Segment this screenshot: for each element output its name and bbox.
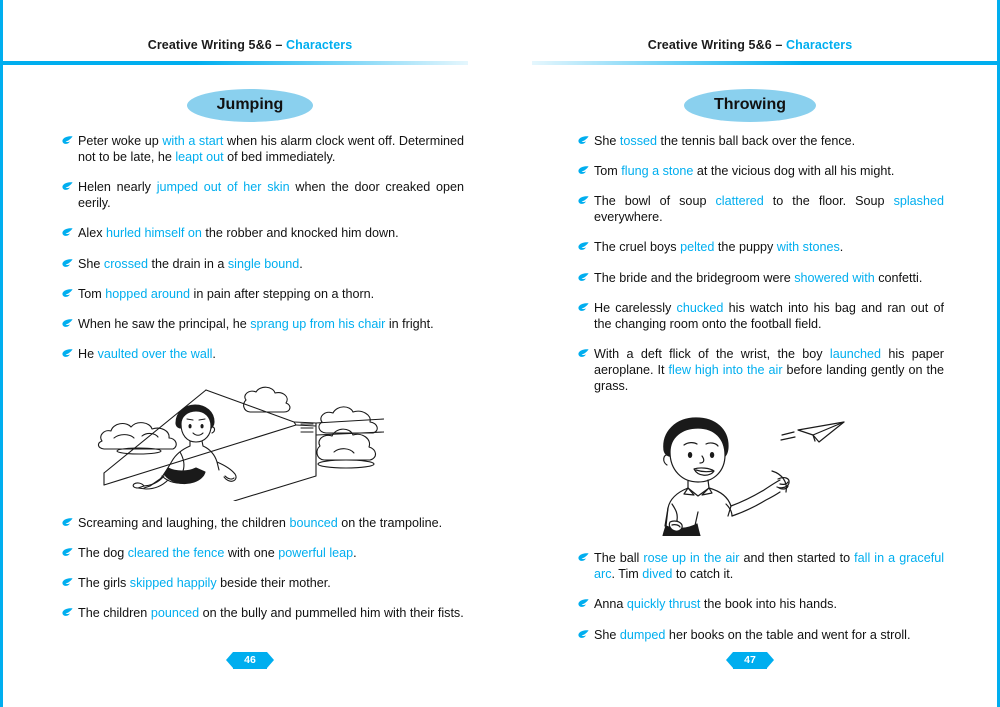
right-page: [500, 0, 1000, 707]
highlighted-phrase: pounced: [150, 606, 200, 621]
leaf-bullet-icon: [578, 163, 594, 175]
list-item: [578, 270, 944, 286]
leaf-bullet-icon: [578, 193, 594, 205]
highlighted-phrase: showered with: [794, 270, 875, 285]
sentence-text: [78, 545, 464, 561]
plain-phrase: to catch it.: [672, 567, 734, 582]
leaf-bullet-icon: [578, 550, 594, 562]
sentence-text: [594, 239, 944, 255]
section-title-jumping: Jumping: [187, 89, 314, 122]
plain-phrase: to the floor. Soup: [763, 194, 894, 209]
highlighted-phrase: quickly thrust: [626, 597, 701, 612]
plain-phrase: . Tim: [611, 567, 643, 582]
highlighted-phrase: sprang up from his chair: [250, 316, 386, 331]
plain-phrase: Tom: [78, 286, 106, 301]
running-head-text: Creative Writing 5&6 –: [647, 38, 783, 52]
leaf-bullet-icon: [62, 316, 78, 328]
plain-phrase: the puppy: [714, 240, 777, 255]
sentence-text: [594, 346, 944, 394]
list-item: [62, 316, 464, 332]
highlighted-phrase: chucked: [676, 300, 724, 315]
sentence-text: [78, 605, 464, 621]
highlighted-phrase: powerful leap: [278, 546, 354, 561]
leaf-bullet-icon: [62, 225, 78, 237]
leaf-bullet-icon: [578, 596, 594, 608]
sentence-text: [594, 270, 944, 286]
boy-vaulting-over-wall-illustration: [62, 376, 464, 501]
list-item: [578, 627, 944, 643]
list-item: [578, 300, 944, 332]
plain-phrase: The bride and the bridegroom were: [594, 270, 795, 285]
sentence-text: [78, 256, 464, 272]
list-after-figure-left: [62, 515, 464, 621]
plain-phrase: Screaming and laughing, the children: [78, 515, 290, 530]
leaf-bullet-icon: [578, 239, 594, 251]
leaf-bullet-icon: [578, 627, 594, 639]
list-item: [62, 225, 464, 241]
highlighted-phrase: dived: [642, 567, 673, 582]
plain-phrase: in fright.: [385, 316, 434, 331]
list-item: [62, 575, 464, 591]
plain-phrase: confetti.: [874, 270, 923, 285]
highlighted-phrase: jumped out of her skin: [156, 180, 290, 195]
list-item: [578, 193, 944, 225]
sentence-text: [594, 596, 944, 612]
leaf-bullet-icon: [578, 133, 594, 145]
plain-phrase: He: [78, 346, 98, 361]
leaf-bullet-icon: [578, 300, 594, 312]
page-number-wrap-right: [500, 652, 1000, 669]
list-item: [578, 163, 944, 179]
list-item: [62, 133, 464, 165]
header-rule-left: [0, 61, 468, 65]
highlighted-phrase: dumped: [619, 627, 666, 642]
section-title-wrap-right: [500, 89, 1000, 122]
plain-phrase: The children: [78, 606, 151, 621]
plain-phrase: beside their mother.: [216, 576, 331, 591]
list-item: [578, 550, 944, 582]
sentence-text: [78, 515, 464, 531]
list-item: [62, 346, 464, 362]
leaf-bullet-icon: [578, 270, 594, 282]
list-before-figure-right: [578, 133, 944, 394]
list-item: [62, 605, 464, 621]
highlighted-phrase: tossed: [619, 134, 658, 148]
running-head-accent: Characters: [285, 38, 353, 52]
highlighted-phrase: single bound: [227, 256, 300, 271]
leaf-bullet-icon: [62, 256, 78, 268]
highlighted-phrase: crossed: [103, 256, 149, 271]
plain-phrase: before landing gently on the grass.: [594, 362, 944, 394]
sentence-text: [594, 133, 944, 149]
sentence-text: [78, 316, 464, 332]
highlighted-phrase: cleared the fence: [127, 546, 225, 561]
sentence-text: [78, 346, 464, 362]
plain-phrase: when his alarm clock went off. Determined not to be late, he: [78, 134, 465, 165]
section-title-wrap-left: [0, 89, 500, 122]
list-item: [578, 346, 944, 394]
plain-phrase: Alex: [78, 226, 106, 241]
page-number-badge: 47: [733, 652, 767, 669]
plain-phrase: The ball: [594, 551, 644, 566]
leaf-bullet-icon: [62, 286, 78, 298]
highlighted-phrase: fall in a graceful arc: [594, 551, 944, 582]
sentence-text: [78, 286, 464, 302]
plain-phrase: Peter woke up: [78, 134, 163, 148]
highlighted-phrase: with stones: [776, 240, 840, 255]
list-item: [62, 286, 464, 302]
highlighted-phrase: leapt out: [175, 150, 224, 165]
highlighted-phrase: pelted: [680, 240, 715, 255]
plain-phrase: his watch into his bag and ran out of the changing room onto the football field.: [594, 300, 944, 331]
plain-phrase: She: [594, 134, 620, 148]
left-page-content: [62, 133, 464, 635]
sentence-text: [78, 133, 464, 165]
plain-phrase: everywhere.: [594, 210, 663, 225]
highlighted-phrase: rose up in the air: [643, 551, 740, 566]
highlighted-phrase: with a start: [162, 134, 224, 148]
sentence-text: [594, 163, 944, 179]
highlighted-phrase: skipped happily: [129, 576, 217, 591]
highlighted-phrase: hopped around: [105, 286, 191, 301]
leaf-bullet-icon: [62, 515, 78, 527]
page-number-wrap-left: [0, 652, 500, 669]
plain-phrase: his paper aeroplane. It: [594, 346, 944, 377]
list-item: [578, 239, 944, 255]
running-head-text: Creative Writing 5&6 –: [147, 38, 283, 52]
list-item: [578, 133, 944, 149]
leaf-bullet-icon: [62, 346, 78, 358]
plain-phrase: on the bully and pummelled him with their fists.: [199, 606, 464, 621]
sentence-text: [594, 193, 944, 225]
page-number-badge: 46: [233, 652, 267, 669]
plain-phrase: .: [299, 256, 303, 271]
sentence-text: [78, 225, 464, 241]
plain-phrase: .: [839, 240, 844, 255]
highlighted-phrase: vaulted over the wall: [97, 346, 213, 361]
highlighted-phrase: splashed: [893, 194, 944, 209]
list-after-figure-right: [578, 550, 944, 642]
plain-phrase: .: [212, 346, 216, 361]
plain-phrase: in pain after stepping on a thorn.: [190, 286, 375, 301]
running-head-left: [0, 38, 500, 52]
header-rule-right: [532, 61, 1000, 65]
highlighted-phrase: flew high into the air: [668, 362, 783, 377]
highlighted-phrase: bounced: [289, 515, 338, 530]
sentence-text: [78, 179, 464, 211]
running-head-accent: Characters: [785, 38, 853, 52]
boy-throwing-paper-aeroplane-illustration: [578, 408, 944, 536]
sentence-text: [594, 300, 944, 332]
plain-phrase: the book into his hands.: [700, 597, 837, 612]
plain-phrase: Helen nearly: [78, 180, 157, 195]
leaf-bullet-icon: [62, 575, 78, 587]
plain-phrase: She: [594, 627, 620, 642]
sentence-text: [594, 550, 944, 582]
plain-phrase: on the trampoline.: [337, 515, 443, 530]
leaf-bullet-icon: [62, 133, 78, 145]
plain-phrase: the tennis ball back over the fence.: [657, 134, 856, 148]
plain-phrase: The girls: [78, 576, 130, 591]
plain-phrase: Anna: [594, 597, 627, 612]
leaf-bullet-icon: [578, 346, 594, 358]
plain-phrase: the robber and knocked him down.: [201, 226, 399, 241]
plain-phrase: The dog: [78, 546, 128, 561]
leaf-bullet-icon: [62, 179, 78, 191]
list-before-figure-left: [62, 133, 464, 362]
plain-phrase: her books on the table and went for a stroll.: [665, 627, 911, 642]
plain-phrase: and then started to: [739, 551, 855, 566]
right-page-content: [578, 133, 944, 657]
section-title-throwing: Throwing: [684, 89, 816, 122]
sentence-text: [78, 575, 464, 591]
plain-phrase: With a deft flick of the wrist, the boy: [594, 346, 830, 361]
plain-phrase: at the vicious dog with all his might.: [693, 164, 895, 179]
highlighted-phrase: launched: [829, 346, 882, 361]
list-item: [62, 545, 464, 561]
list-item: [62, 179, 464, 211]
plain-phrase: the drain in a: [148, 256, 228, 271]
list-item: [578, 596, 944, 612]
plain-phrase: The cruel boys: [594, 240, 681, 255]
sentence-text: [594, 627, 944, 643]
highlighted-phrase: flung a stone: [621, 164, 694, 179]
plain-phrase: .: [353, 546, 357, 561]
list-item: [62, 515, 464, 531]
plain-phrase: Tom: [594, 164, 622, 179]
plain-phrase: The bowl of soup: [594, 194, 716, 209]
highlighted-phrase: hurled himself on: [106, 226, 202, 241]
highlighted-phrase: clattered: [715, 194, 764, 209]
running-head-right: [500, 38, 1000, 52]
plain-phrase: of bed immediately.: [223, 150, 336, 165]
leaf-bullet-icon: [62, 605, 78, 617]
plain-phrase: He carelessly: [594, 300, 677, 315]
plain-phrase: when the door creaked open eerily.: [78, 180, 464, 211]
leaf-bullet-icon: [62, 545, 78, 557]
list-item: [62, 256, 464, 272]
plain-phrase: She: [78, 256, 104, 271]
plain-phrase: with one: [224, 546, 279, 561]
plain-phrase: When he saw the principal, he: [78, 316, 251, 331]
